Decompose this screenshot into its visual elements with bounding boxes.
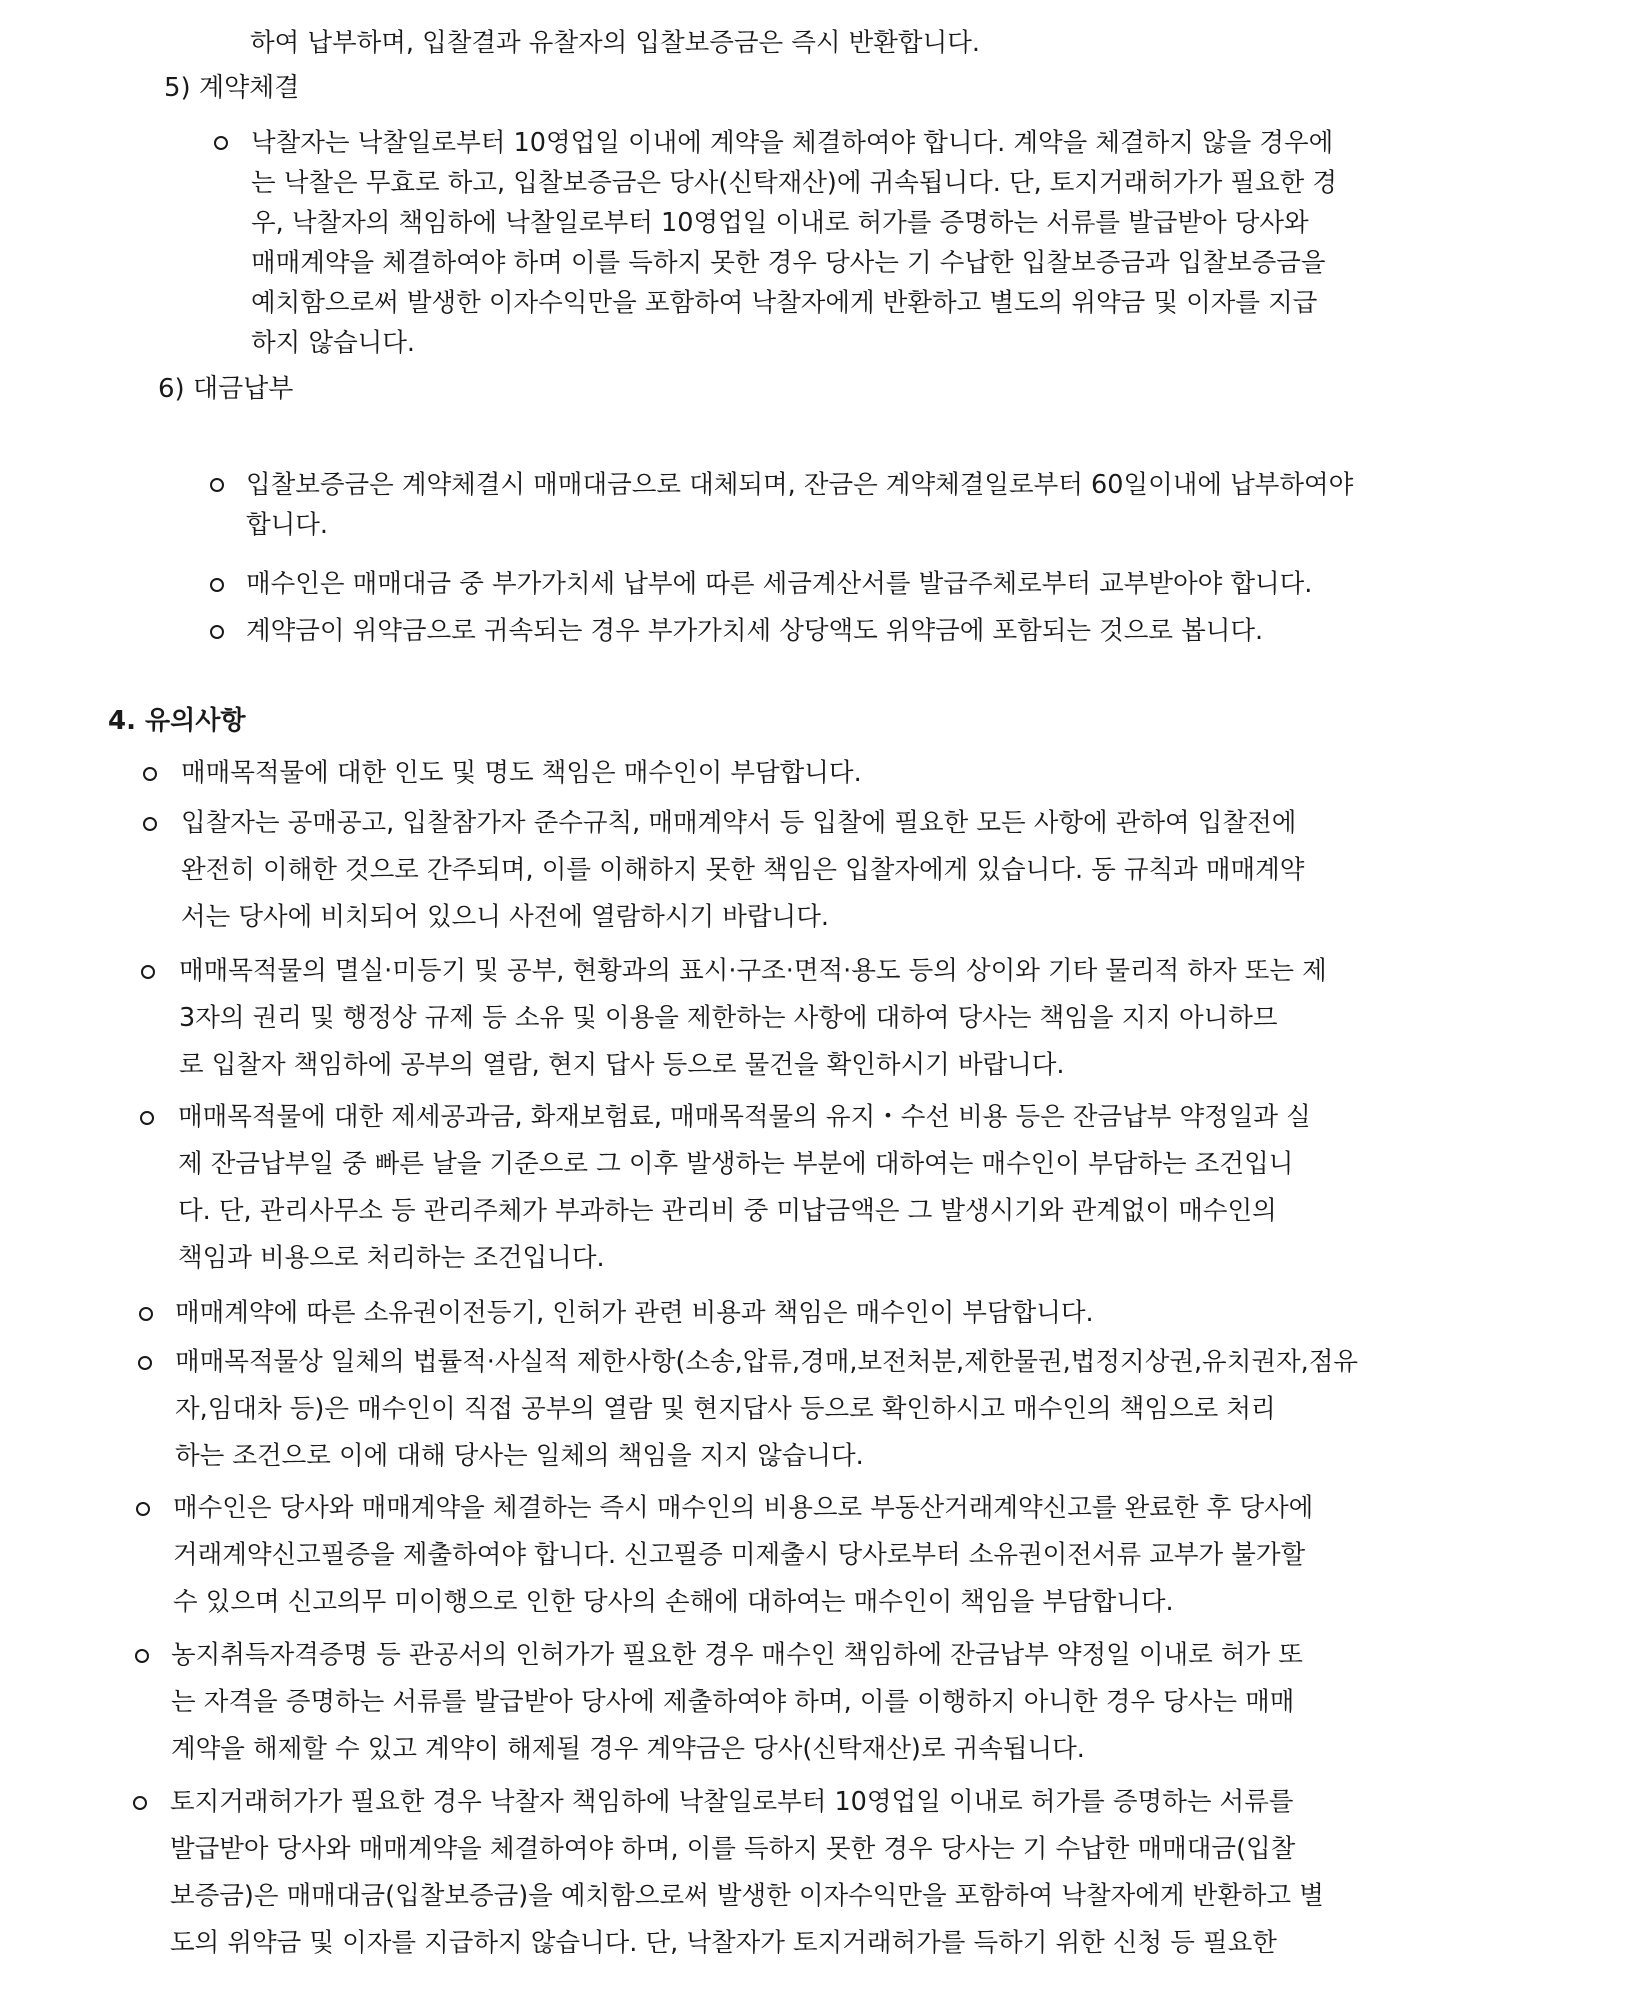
text-line: 는 자격을 증명하는 서류를 발급받아 당사에 제출하여야 하며, 이를 이행하지 아니한 경우 당사는 매매 <box>171 1687 1295 1717</box>
text-line: 우, 낙찰자의 책임하에 낙찰일로부터 10영업일 이내로 허가를 증명하는 서류를 발급받아 당사와 <box>251 208 1309 238</box>
bullet-icon <box>133 1796 147 1810</box>
text-line: 낙찰자는 낙찰일로부터 10영업일 이내에 계약을 체결하여야 합니다. 계약을 체결하지 않을 경우에 <box>251 128 1334 158</box>
text-line: 매매목적물상 일체의 법률적·사실적 제한사항(소송,압류,경매,보전처분,제한물권,법정지상권,유치권자,점유 <box>175 1347 1358 1377</box>
text-line: 거래계약신고필증을 제출하여야 합니다. 신고필증 미제출시 당사로부터 소유권이전서류 교부가 불가할 <box>173 1540 1306 1570</box>
text-line: 입찰보증금은 계약체결시 매매대금으로 대체되며, 잔금은 계약체결일로부터 60일이내에 납부하여야 <box>246 470 1354 500</box>
text-line: 매매목적물에 대한 제세공과금, 화재보험료, 매매목적물의 유지・수선 비용 등은 잔금납부 약정일과 실 <box>178 1102 1311 1132</box>
section-heading-notes: 4. 유의사항 <box>108 706 246 736</box>
subsection-heading-payment: 6) 대금납부 <box>158 374 294 404</box>
text-line: 는 낙찰은 무효로 하고, 입찰보증금은 당사(신탁재산)에 귀속됩니다. 단, 토지거래허가가 필요한 경 <box>251 168 1337 198</box>
text-line: 제 잔금납부일 중 빠른 날을 기준으로 그 이후 발생하는 부분에 대하여는 매수인이 부담하는 조건입니 <box>178 1149 1294 1179</box>
text-line: 입찰자는 공매공고, 입찰참가자 준수규칙, 매매계약서 등 입찰에 필요한 모든 사항에 관하여 입찰전에 <box>181 808 1297 838</box>
bullet-icon <box>210 578 224 592</box>
bullet-icon <box>135 1649 149 1663</box>
bullet-icon <box>141 965 155 979</box>
text-line: 보증금)은 매매대금(입찰보증금)을 예치함으로써 발생한 이자수익만을 포함하여 낙찰자에게 반환하고 별 <box>170 1881 1324 1911</box>
text-line: 합니다. <box>246 510 329 540</box>
bullet-icon <box>138 1356 152 1370</box>
text-line: 매매계약을 체결하여야 하며 이를 득하지 못한 경우 당사는 기 수납한 입찰보증금과 입찰보증금을 <box>251 248 1326 278</box>
text-line: 수 있으며 신고의무 미이행으로 인한 당사의 손해에 대하여는 매수인이 책임을 부담합니다. <box>173 1587 1174 1617</box>
text-line: 하는 조건으로 이에 대해 당사는 일체의 책임을 지지 않습니다. <box>175 1441 864 1471</box>
text-line: 하여 납부하며, 입찰결과 유찰자의 입찰보증금은 즉시 반환합니다. <box>250 28 980 58</box>
text-line: 예치함으로써 발생한 이자수익만을 포함하여 낙찰자에게 반환하고 별도의 위약금 및 이자를 지급 <box>251 288 1318 318</box>
text-line: 서는 당사에 비치되어 있으니 사전에 열람하시기 바랍니다. <box>181 902 829 932</box>
text-line: 매매목적물의 멸실·미등기 및 공부, 현황과의 표시·구조·면적·용도 등의 상이와 기타 물리적 하자 또는 제 <box>179 956 1327 986</box>
text-line: 토지거래허가가 필요한 경우 낙찰자 책임하에 낙찰일로부터 10영업일 이내로 허가를 증명하는 서류를 <box>170 1787 1294 1817</box>
text-line: 하지 않습니다. <box>251 328 416 358</box>
text-line: 완전히 이해한 것으로 간주되며, 이를 이해하지 못한 책임은 입찰자에게 있습니다. 동 규칙과 매매계약 <box>181 855 1305 885</box>
text-line: 3자의 권리 및 행정상 규제 등 소유 및 이용을 제한하는 사항에 대하여 당사는 책임을 지지 아니하므 <box>179 1003 1278 1033</box>
text-line: 농지취득자격증명 등 관공서의 인허가가 필요한 경우 매수인 책임하에 잔금납부 약정일 이내로 허가 또 <box>171 1640 1303 1670</box>
bullet-icon <box>210 478 224 492</box>
text-line: 매매목적물에 대한 인도 및 명도 책임은 매수인이 부담합니다. <box>181 758 862 788</box>
bullet-icon <box>136 1502 150 1516</box>
text-line: 계약을 해제할 수 있고 계약이 해제될 경우 계약금은 당사(신탁재산)로 귀속됩니다. <box>171 1734 1085 1764</box>
text-line: 계약금이 위약금으로 귀속되는 경우 부가가치세 상당액도 위약금에 포함되는 것으로 봅니다. <box>246 616 1264 646</box>
text-line: 자,임대차 등)은 매수인이 직접 공부의 열람 및 현지답사 등으로 확인하시고 매수인의 책임으로 처리 <box>175 1394 1276 1424</box>
text-line: 다. 단, 관리사무소 등 관리주체가 부과하는 관리비 중 미납금액은 그 발생시기와 관계없이 매수인의 <box>178 1196 1277 1226</box>
text-line: 발급받아 당사와 매매계약을 체결하여야 하며, 이를 득하지 못한 경우 당사는 기 수납한 매매대금(입찰 <box>170 1834 1296 1864</box>
bullet-icon <box>139 1307 153 1321</box>
bullet-icon <box>143 817 157 831</box>
bullet-icon <box>214 136 228 150</box>
text-line: 매수인은 매매대금 중 부가가치세 납부에 따른 세금계산서를 발급주체로부터 교부받아야 합니다. <box>246 569 1313 599</box>
bullet-icon <box>143 767 157 781</box>
bullet-icon <box>210 625 224 639</box>
text-line: 도의 위약금 및 이자를 지급하지 않습니다. 단, 낙찰자가 토지거래허가를 득하기 위한 신청 등 필요한 <box>170 1928 1277 1958</box>
text-line: 매매계약에 따른 소유권이전등기, 인허가 관련 비용과 책임은 매수인이 부담합니다. <box>175 1298 1094 1328</box>
text-line: 매수인은 당사와 매매계약을 체결하는 즉시 매수인의 비용으로 부동산거래계약신고를 완료한 후 당사에 <box>173 1493 1314 1523</box>
subsection-heading-contract: 5) 계약체결 <box>164 73 300 103</box>
text-line: 로 입찰자 책임하에 공부의 열람, 현지 답사 등으로 물건을 확인하시기 바랍니다. <box>179 1050 1065 1080</box>
text-line: 책임과 비용으로 처리하는 조건입니다. <box>178 1243 605 1273</box>
bullet-icon <box>140 1111 154 1125</box>
